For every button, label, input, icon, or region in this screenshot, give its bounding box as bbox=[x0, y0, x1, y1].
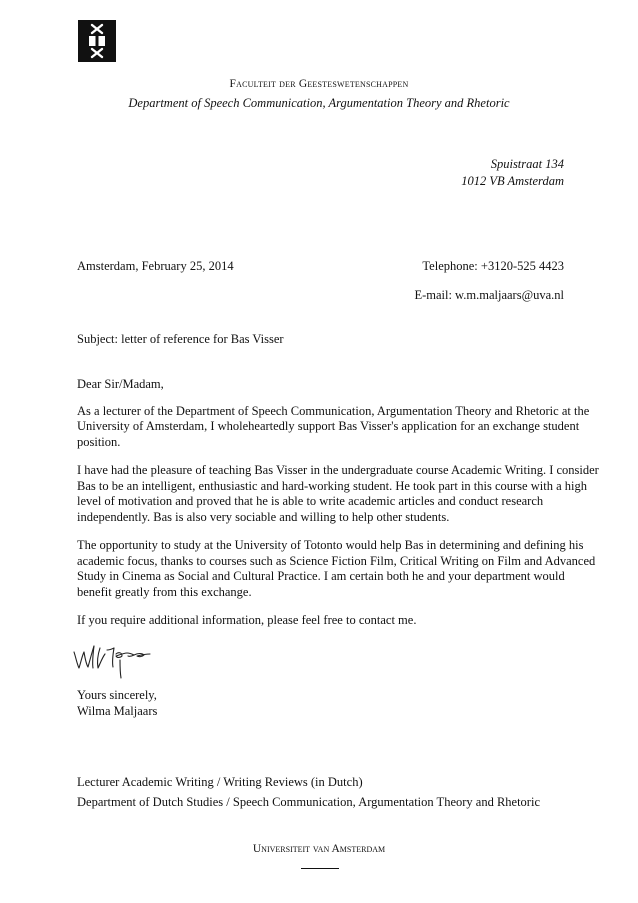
address-street: Spuistraat 134 bbox=[490, 157, 564, 171]
subject-line: Subject: letter of reference for Bas Visser bbox=[77, 332, 284, 346]
footer-rule bbox=[301, 868, 339, 869]
uva-crest-icon bbox=[78, 20, 116, 62]
address-block bbox=[461, 156, 564, 190]
closing-block bbox=[77, 688, 157, 719]
greeting: Dear Sir/Madam, bbox=[77, 377, 164, 391]
department-name: Department of Speech Communication, Argumentation Theory and Rhetoric bbox=[128, 96, 510, 110]
signatory-name: Wilma Maljaars bbox=[77, 703, 158, 718]
paragraph: The opportunity to study at the University of Totonto would help Bas in determining and defining his academic focus, thanks to courses such as Science Fiction Film, Critical Writing on Film and Advanced Study in Cinema as Social and Cultural Practice. I am certain both he and your department would benefit greatly from this exchange. bbox=[77, 538, 596, 599]
telephone: Telephone: +3120-525 4423 bbox=[422, 259, 564, 273]
address-city: 1012 VB Amsterdam bbox=[461, 174, 564, 188]
letter-body bbox=[77, 377, 599, 642]
signatory-department: Department of Dutch Studies / Speech Communication, Argumentation Theory and Rhetoric bbox=[77, 795, 540, 809]
closing: Yours sincerely, bbox=[77, 688, 157, 702]
paragraph: As a lecturer of the Department of Speech Communication, Argumentation Theory and Rhetoric at the University of Amsterdam, I wholeheartedly support Bas Visser's application for an exchange student position. bbox=[77, 403, 590, 449]
university-logo bbox=[78, 20, 116, 62]
email: E-mail: w.m.maljaars@uva.nl bbox=[414, 288, 564, 302]
handwritten-signature bbox=[72, 640, 172, 682]
faculty-name: Faculteit der Geesteswetenschappen bbox=[229, 78, 409, 90]
signatory-role: Lecturer Academic Writing / Writing Reviews (in Dutch) bbox=[77, 775, 363, 789]
letter-date: Amsterdam, February 25, 2014 bbox=[77, 259, 234, 273]
paragraph: I have had the pleasure of teaching Bas Visser in the undergraduate course Academic Writing. I consider Bas to be an intelligent, enthusiastic and hard-working student. He took part in this course with a high level of motivation and proved that he is able to write academic articles and conduct research independently. Bas is also very sociable and willing to help other students. bbox=[77, 463, 599, 524]
university-footer: Universiteit van Amsterdam bbox=[252, 843, 386, 855]
paragraph: If you require additional information, please feel free to contact me. bbox=[77, 613, 417, 627]
